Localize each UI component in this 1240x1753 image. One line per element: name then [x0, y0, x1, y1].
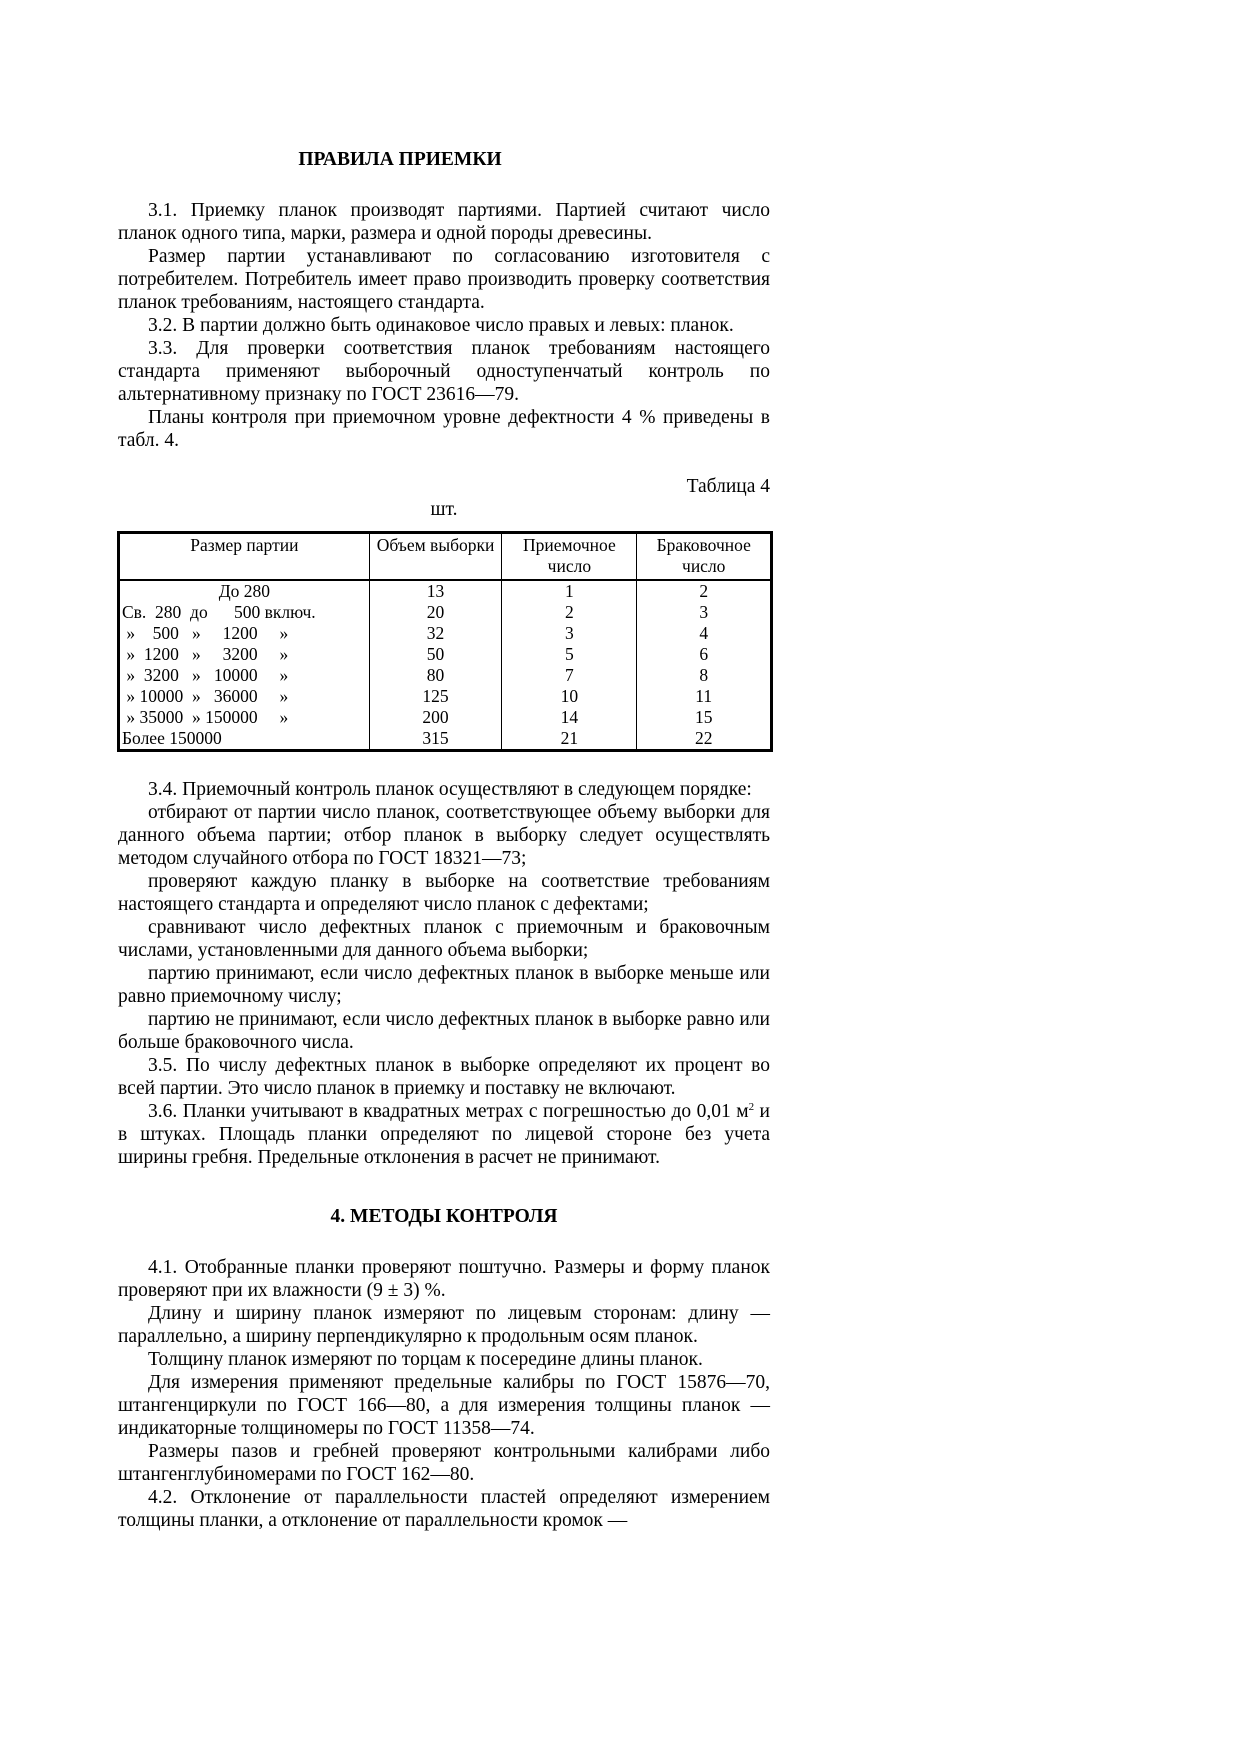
- paragraph-batch-size: Размер партии устанавливают по согласованию изготовителя с потребителем. Потребитель имеет право производить проверку соответствия планок требованиям, настоящего стандарта.: [118, 246, 770, 313]
- table-unit: шт.: [430, 499, 458, 520]
- paragraph-3-3: 3.3. Для проверки соответствия планок требованиям настоящего стандарта применяют выборочный одноступенчатый контроль по альтернативному признаку по ГОСТ 23616—79.: [118, 338, 770, 405]
- paragraph-control-plans: Планы контроля при приемочном уровне дефектности 4 % приведены в табл. 4.: [118, 407, 770, 451]
- cell-rejection-number: 22: [637, 728, 772, 751]
- cell-rejection-number: 6: [637, 644, 772, 665]
- paragraph-check-each: проверяют каждую планку в выборке на соответствие требованиям настоящего стандарта и определяют число планок с дефектами;: [118, 871, 770, 915]
- cell-rejection-number: 11: [637, 686, 772, 707]
- cell-acceptance-number: 3: [502, 623, 637, 644]
- cell-batch-size: До 280: [119, 580, 370, 602]
- cell-sample-size: 50: [369, 644, 502, 665]
- table-caption: Таблица 4: [686, 476, 770, 497]
- cell-batch-size: » 35000 » 150000 »: [119, 707, 370, 728]
- table-row: [119, 728, 772, 751]
- cell-rejection-number: 15: [637, 707, 772, 728]
- section4-paragraphs: [118, 1256, 770, 1532]
- cell-batch-size: » 500 » 1200 »: [119, 623, 370, 644]
- paragraph-4-2: 4.2. Отклонение от параллельности пластей определяют измерением толщины планки, а отклонение от параллельности кромок —: [118, 1487, 770, 1531]
- cell-sample-size: 20: [369, 602, 502, 623]
- cell-sample-size: 315: [369, 728, 502, 751]
- paragraph-3-6-part1: 3.6. Планки учитывают в квадратных метрах с погрешностью до 0,01 м: [148, 1101, 749, 1122]
- cell-acceptance-number: 1: [502, 580, 637, 602]
- paragraph-3-1: 3.1. Приемку планок производят партиями. Партией считают число планок одного типа, марки, размера и одной породы древесины.: [118, 200, 770, 244]
- paragraphs-after-table: [118, 778, 770, 1169]
- paragraph-length-width: Длину и ширину планок измеряют по лицевым сторонам: длину — параллельно, а ширину перпендикулярно к продольным осям планок.: [118, 1303, 770, 1347]
- paragraph-accept-batch: партию принимают, если число дефектных планок в выборке меньше или равно приемочному числу;: [118, 963, 770, 1007]
- paragraph-3-4: 3.4. Приемочный контроль планок осуществляют в следующем порядке:: [148, 779, 752, 800]
- cell-acceptance-number: 10: [502, 686, 637, 707]
- paragraph-3-2: 3.2. В партии должно быть одинаковое число правых и левых: планок.: [148, 315, 734, 336]
- cell-sample-size: 200: [369, 707, 502, 728]
- table-row: [119, 602, 772, 623]
- header-acceptance-number: Приемочное число: [502, 533, 637, 581]
- header-rejection-number: Браковочное число: [637, 533, 772, 581]
- acceptance-table: [117, 531, 773, 752]
- paragraph-grooves: Размеры пазов и гребней проверяют контрольными калибрами либо штангенглубиномерами по ГОСТ 162—80.: [118, 1441, 770, 1485]
- table-row: [119, 707, 772, 728]
- cell-sample-size: 13: [369, 580, 502, 602]
- header-batch-size: Размер партии: [119, 533, 370, 581]
- cell-acceptance-number: 2: [502, 602, 637, 623]
- table-row: [119, 686, 772, 707]
- paragraph-instruments: Для измерения применяют предельные калибры по ГОСТ 15876—70, штангенциркули по ГОСТ 166—80, а для измерения толщины планок — индикаторные толщиномеры по ГОСТ 11358—74.: [118, 1372, 770, 1439]
- cell-acceptance-number: 21: [502, 728, 637, 751]
- paragraph-3-6: [118, 1100, 770, 1169]
- table-row: [119, 644, 772, 665]
- cell-batch-size: » 1200 » 3200 »: [119, 644, 370, 665]
- paragraph-3-6-part2: и в штуках. Площадь планки определяют по лицевой стороне без учета ширины гребня. Предельные отклонения в расчет не принимают.: [118, 1101, 770, 1168]
- paragraph-4-1: 4.1. Отобранные планки проверяют поштучно. Размеры и форму планок проверяют при их влажности (9 ± 3) %.: [118, 1257, 770, 1301]
- table-header-row: [119, 533, 772, 581]
- header-sample-size: Объем выборки: [369, 533, 502, 581]
- paragraph-thickness: Толщину планок измеряют по торцам к посередине длины планок.: [148, 1349, 703, 1370]
- cell-sample-size: 80: [369, 665, 502, 686]
- table-row: [119, 580, 772, 602]
- document-page: [118, 148, 770, 1532]
- cell-acceptance-number: 14: [502, 707, 637, 728]
- cell-batch-size: Более 150000: [119, 728, 370, 751]
- paragraph-select-sample: отбирают от партии число планок, соответствующее объему выборки для данного объема партии; отбор планок в выборку следует осуществлять методом случайного отбора по ГОСТ 18321—73;: [118, 802, 770, 869]
- square-superscript: 2: [748, 1101, 755, 1113]
- table-row: [119, 665, 772, 686]
- paragraph-reject-batch: партию не принимают, если число дефектных планок в выборке равно или больше браковочного числа.: [118, 1009, 770, 1053]
- section-title-acceptance-rules: ПРАВИЛА ПРИЕМКИ: [298, 149, 502, 170]
- table-row: [119, 623, 772, 644]
- paragraph-compare: сравнивают число дефектных планок с приемочным и браковочным числами, установленными для данного объема выборки;: [118, 917, 770, 961]
- cell-rejection-number: 3: [637, 602, 772, 623]
- cell-rejection-number: 4: [637, 623, 772, 644]
- section-title-control-methods: 4. МЕТОДЫ КОНТРОЛЯ: [330, 1206, 558, 1227]
- cell-batch-size: » 10000 » 36000 »: [119, 686, 370, 707]
- paragraphs-before-table: [118, 199, 770, 452]
- cell-rejection-number: 8: [637, 665, 772, 686]
- cell-rejection-number: 2: [637, 580, 772, 602]
- cell-acceptance-number: 7: [502, 665, 637, 686]
- cell-batch-size: Св. 280 до 500 включ.: [119, 602, 370, 623]
- cell-acceptance-number: 5: [502, 644, 637, 665]
- paragraph-3-5: 3.5. По числу дефектных планок в выборке определяют их процент во всей партии. Это число планок в приемку и поставку не включают.: [118, 1055, 770, 1099]
- cell-sample-size: 125: [369, 686, 502, 707]
- cell-sample-size: 32: [369, 623, 502, 644]
- cell-batch-size: » 3200 » 10000 »: [119, 665, 370, 686]
